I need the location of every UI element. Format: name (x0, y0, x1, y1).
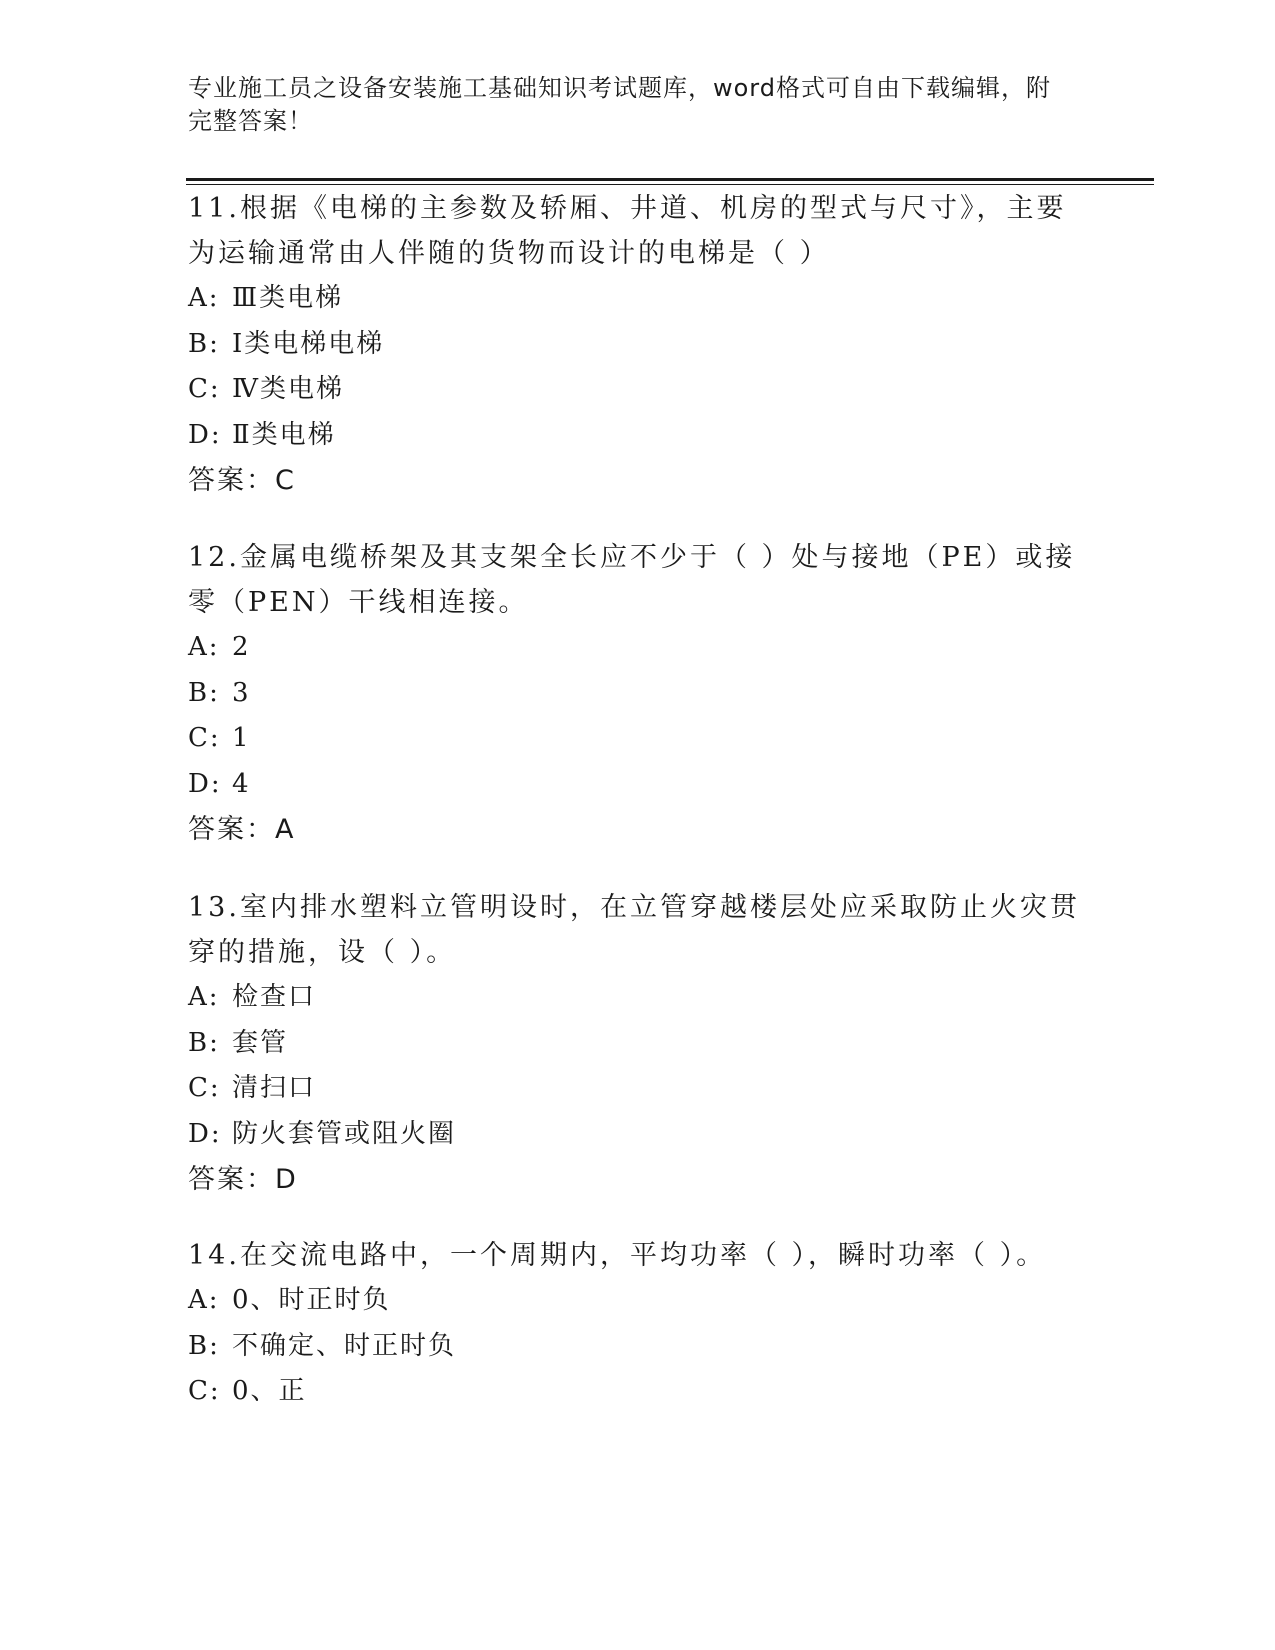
option-text: 清扫口 (232, 1073, 317, 1103)
option-b (188, 322, 1088, 368)
option-letter: A: (188, 982, 220, 1012)
answer-line: 答案：D (188, 1164, 298, 1195)
option-text: 3 (232, 677, 251, 708)
option-b (188, 671, 1088, 717)
option-letter: B: (188, 328, 220, 359)
option-text: 检查口 (232, 982, 317, 1012)
option-text: 0、时正时负 (232, 1285, 391, 1315)
option-letter: B: (188, 677, 220, 708)
option-letter: B: (188, 1330, 220, 1361)
option-text: 套管 (232, 1027, 289, 1058)
option-d (188, 762, 1088, 808)
option-a (188, 1278, 1088, 1324)
question-13 (188, 885, 1088, 1203)
option-text: Ⅰ类电梯电梯 (232, 328, 385, 359)
question-11 (188, 186, 1088, 504)
option-letter: B: (188, 1027, 220, 1058)
option-d (188, 1112, 1088, 1158)
option-letter: D: (188, 1118, 222, 1149)
question-stem: 13.室内排水塑料立管明设时，在立管穿越楼层处应采取防止火灾贯穿的措施，设（ ）。 (188, 892, 1080, 968)
option-c (188, 1369, 1088, 1415)
option-letter: C: (188, 1376, 221, 1406)
header-rule-thin (186, 184, 1154, 185)
option-letter: A: (188, 283, 220, 313)
option-b (188, 1324, 1088, 1370)
question-12 (188, 535, 1088, 853)
header-rule-thick (186, 178, 1154, 181)
option-text: Ⅲ类电梯 (232, 283, 344, 313)
option-text: 0、正 (232, 1376, 307, 1406)
option-letter: D: (188, 768, 222, 799)
option-a (188, 975, 1088, 1021)
option-text: 4 (232, 768, 251, 799)
option-text: 防火套管或阻火圈 (232, 1118, 457, 1149)
option-letter: C: (188, 374, 221, 404)
question-stem: 11.根据《电梯的主参数及轿厢、井道、机房的型式与尺寸》，主要为运输通常由人伴随的货物而设计的电梯是（ ） (188, 193, 1067, 269)
option-letter: C: (188, 723, 221, 753)
option-letter: D: (188, 419, 222, 450)
question-14 (188, 1233, 1088, 1415)
option-letter: A: (188, 1285, 220, 1315)
option-c (188, 1066, 1088, 1112)
answer-line: 答案：C (188, 465, 296, 496)
option-c (188, 716, 1088, 762)
question-stem: 12.金属电缆桥架及其支架全长应不少于（ ）处与接地（PE）或接零（PEN）干线相连接。 (188, 542, 1076, 618)
document-header: 专业施工员之设备安装施工基础知识考试题库，word格式可自由下载编辑，附完整答案！ (188, 74, 1051, 135)
question-stem: 14.在交流电路中，一个周期内，平均功率（ ），瞬时功率（ ）。 (188, 1240, 1047, 1271)
option-d (188, 413, 1088, 459)
option-a (188, 625, 1088, 671)
option-text: Ⅱ类电梯 (232, 419, 336, 450)
option-text: 不确定、时正时负 (232, 1330, 457, 1361)
option-a (188, 276, 1088, 322)
option-letter: A: (188, 632, 220, 662)
option-letter: C: (188, 1073, 221, 1103)
option-text: 1 (232, 723, 251, 753)
answer-line: 答案：A (188, 814, 296, 845)
option-text: Ⅳ类电梯 (232, 374, 344, 404)
option-text: 2 (232, 632, 251, 662)
option-c (188, 367, 1088, 413)
option-b (188, 1021, 1088, 1067)
